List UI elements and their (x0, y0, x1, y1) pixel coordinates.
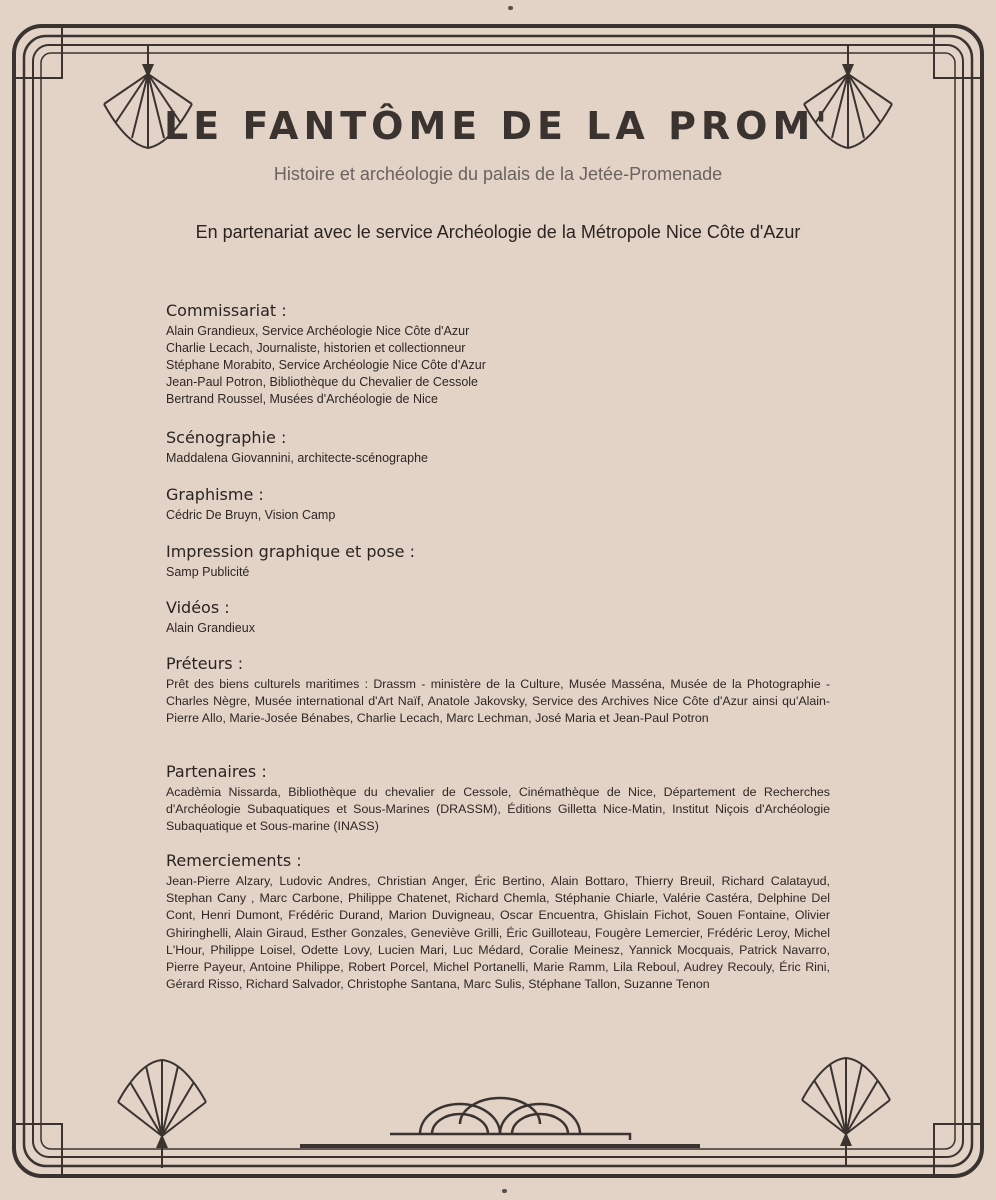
section-heading: Remerciements : (166, 851, 302, 870)
pin-hole (508, 6, 513, 10)
credit-paragraph: Prêt des biens culturels maritimes : Drassm - ministère de la Culture, Musée Masséna, Musée de la Photographie - Charles Nègre, Musée international d'Art Naïf, Anatole Jakovsky, Service des Archives Nice Côte d'Azur ainsi qu'Alain-Pierre Allo, Marie-Josée Bénabes, Charlie Lecach, Marc Lechman, José Maria et Jean-Paul Potron (166, 677, 830, 726)
section-remerciements (166, 851, 830, 993)
section-scenographie (166, 428, 830, 467)
section-heading: Préteurs : (166, 654, 244, 673)
fan-ornament-icon (794, 1056, 898, 1166)
section-partenaires (166, 762, 830, 836)
fan-ornament-icon (110, 1058, 214, 1168)
pin-hole (502, 1189, 507, 1193)
page-title: LE FANTÔME DE LA PROM' (164, 104, 832, 148)
credit-line: Maddalena Giovannini, architecte-scénographe (166, 451, 428, 465)
section-commissariat (166, 301, 830, 408)
section-heading: Scénographie : (166, 428, 287, 447)
credit-line: Stéphane Morabito, Service Archéologie Nice Côte d'Azur (166, 358, 486, 372)
credit-line: Samp Publicité (166, 565, 250, 579)
credit-line: Alain Grandieux (166, 621, 255, 635)
credit-line: Cédric De Bruyn, Vision Camp (166, 508, 336, 522)
section-impression (166, 542, 830, 581)
section-heading: Impression graphique et pose : (166, 542, 415, 561)
credit-line: Charlie Lecach, Journaliste, historien et collectionneur (166, 341, 466, 355)
section-heading: Partenaires : (166, 762, 267, 781)
section-heading: Graphisme : (166, 485, 264, 504)
credit-line: Bertrand Roussel, Musées d'Archéologie de Nice (166, 392, 438, 406)
section-preteurs (166, 654, 830, 728)
section-heading: Vidéos : (166, 598, 230, 617)
credit-paragraph: Jean-Pierre Alzary, Ludovic Andres, Christian Anger, Éric Bertino, Alain Bottaro, Thierry Breuil, Richard Calatayud, Stephan Cany , Marc Carbone, Philippe Chatenet, Richard Chemla, Stéphanie Chiarle, Valérie Castéra, Delphine Del Cont, Henri Dumont, Frédéric Durand, Marion Duvigneau, Oscar Encuentra, Ghislain Fichot, Souen Fontaine, Olivier Ghiringhelli, Alain Giraud, Esther Gonzales, Geneviève Grilli, Éric Guilloteau, Fougère Lemercier, Frédéric Leroy, Michel L'Hour, Philippe Loisel, Odette Lovy, Lucien Mari, Luc Médard, Coralie Meinesz, Yannick Mocquais, Patrick Navarro, Pierre Payeur, Antoine Philippe, Robert Porcel, Michel Portanelli, Marie Ramm, Lila Reboul, Audrey Recouly, Éric Rini, Gérard Risso, Richard Salvador, Christophe Santana, Marc Sulis, Stéphane Tallon, Suzanne Tenon (166, 874, 830, 992)
credit-paragraph: Acadèmia Nissarda, Bibliothèque du chevalier de Cessole, Cinémathèque de Nice, Département de Recherches d'Archéologie Subaquatiques et Sous-Marines (DRASSM), Éditions Gilletta Nice-Matin, Institut Niçois d'Archéologie Subaquatique et Sous-marine (INASS) (166, 785, 830, 834)
credit-line: Alain Grandieux, Service Archéologie Nice Côte d'Azur (166, 324, 470, 338)
page-subtitle: Histoire et archéologie du palais de la Jetée-Promenade (273, 164, 723, 184)
section-videos (166, 598, 830, 637)
section-graphisme (166, 485, 830, 524)
credit-line: Jean-Paul Potron, Bibliothèque du Chevalier de Cessole (166, 375, 478, 389)
arch-ornament-icon (300, 1094, 700, 1154)
partnership-line: En partenariat avec le service Archéologie de la Métropole Nice Côte d'Azur (195, 222, 801, 242)
section-heading: Commissariat : (166, 301, 287, 320)
